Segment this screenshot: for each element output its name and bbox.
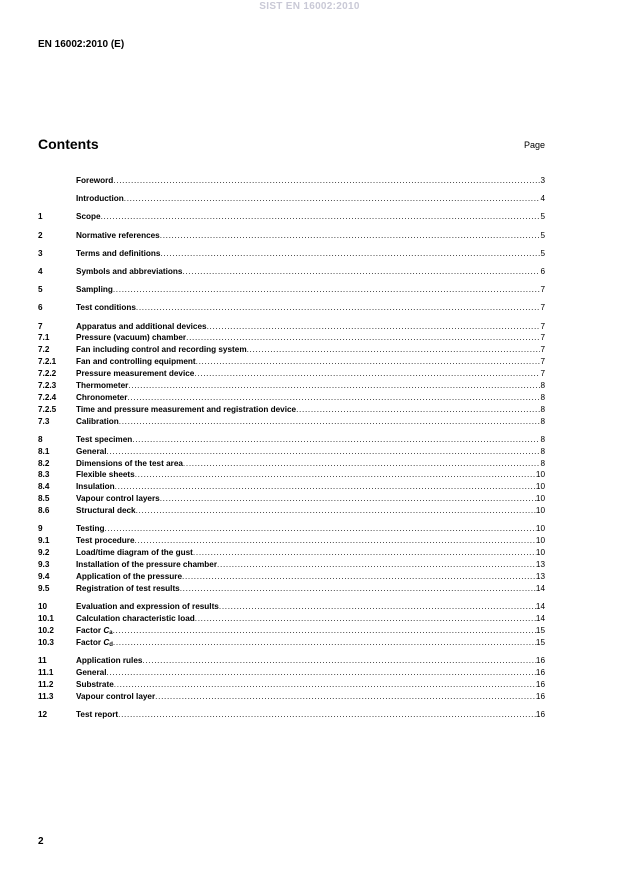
toc-entry-page: 16 — [535, 655, 545, 665]
page-column-label: Page — [523, 140, 545, 150]
toc-entry-number: 8 — [38, 434, 43, 444]
toc-entry-number: 9.3 — [38, 560, 50, 570]
toc-entry-title: Chronometer — [76, 392, 128, 402]
toc-entry-symbol: C — [103, 637, 110, 647]
toc-entry[interactable] — [38, 668, 545, 680]
toc-entry-number: 8.4 — [38, 482, 50, 492]
dot-leader — [107, 447, 541, 456]
toc-entry-title: Dimensions of the test area — [76, 458, 183, 468]
toc-entry-page: 6 — [540, 266, 545, 276]
toc-entry-page: 10 — [535, 482, 545, 492]
toc-entry-title: Test report — [76, 709, 119, 719]
toc-entry-page: 14 — [535, 583, 545, 593]
dot-leader — [113, 638, 536, 647]
dot-leader — [142, 656, 535, 665]
toc-entry-title: Symbols and abbreviations — [76, 266, 183, 276]
toc-entry-title: Introduction — [76, 194, 124, 204]
toc-entry-subscript: d — [109, 641, 113, 648]
dot-leader — [136, 303, 541, 312]
toc-entry-number: 8.3 — [38, 470, 50, 480]
toc-entry-title: Application rules — [76, 655, 143, 665]
dot-leader — [194, 369, 540, 378]
toc-entry-number: 1 — [38, 212, 43, 222]
toc-entry-number: 8.6 — [38, 506, 50, 516]
toc-entry-number: 7 — [38, 321, 43, 331]
toc-entry-title: Normative references — [76, 230, 160, 240]
toc-entry-title: Thermometer — [76, 380, 129, 390]
toc-entry-title: Load/time diagram of the gust — [76, 548, 193, 558]
dot-leader — [219, 602, 536, 611]
dot-leader — [105, 524, 536, 533]
toc-entry-title: Flexible sheets — [76, 470, 135, 480]
toc-entry-title: Substrate — [76, 679, 114, 689]
toc-entry-page: 10 — [535, 524, 545, 534]
toc-entry-page: 4 — [540, 194, 545, 204]
toc-entry-page: 7 — [540, 357, 545, 367]
toc-entry-title: Test conditions — [76, 303, 136, 313]
toc-entry-number: 7.2.4 — [38, 392, 57, 402]
toc-entry[interactable] — [38, 536, 545, 548]
toc-entry[interactable] — [38, 369, 545, 381]
toc-entry[interactable] — [38, 602, 545, 614]
toc-entry-number: 7.2 — [38, 345, 50, 355]
toc-entry[interactable] — [38, 710, 545, 722]
toc-entry-page: 7 — [540, 333, 545, 343]
toc-entry-page: 8 — [540, 380, 545, 390]
toc-entry-number: 7.2.3 — [38, 380, 57, 390]
toc-entry-page: 14 — [535, 613, 545, 623]
dot-leader — [135, 470, 536, 479]
toc-entry[interactable] — [38, 548, 545, 560]
toc-entry-number: 7.2.5 — [38, 404, 57, 414]
toc-entry-title: Scope — [76, 212, 101, 222]
toc-entry-page: 16 — [535, 679, 545, 689]
toc-entry-page: 7 — [540, 321, 545, 331]
toc-entry-title: Insulation — [76, 482, 115, 492]
toc-entry[interactable] — [38, 435, 545, 447]
toc-entry-number: 2 — [38, 230, 43, 240]
toc-entry-title: Calibration — [76, 416, 119, 426]
toc-entry-number: 11 — [38, 655, 47, 665]
toc-entry-page: 16 — [535, 709, 545, 719]
toc-entry-title: Sampling — [76, 285, 113, 295]
toc-entry-title: Fan and controlling equipment — [76, 357, 196, 367]
toc-entry[interactable] — [38, 303, 545, 315]
toc-entry-title: General — [76, 667, 107, 677]
dot-leader — [119, 417, 541, 426]
dot-leader — [113, 176, 540, 185]
toc-entry-page: 10 — [535, 470, 545, 480]
toc-entry-page: 3 — [540, 176, 545, 185]
toc-entry-title: Evaluation and expression of results — [76, 601, 219, 611]
document-id: EN 16002:2010 (E) — [38, 39, 125, 50]
toc-entry[interactable] — [38, 638, 545, 650]
toc-entry-number: 9.4 — [38, 571, 50, 581]
toc-entry-title: Vapour control layer — [76, 691, 156, 701]
toc-entry-number: 10.2 — [38, 625, 54, 635]
toc-entry-page: 5 — [540, 248, 545, 258]
toc-entry[interactable] — [38, 176, 545, 188]
dot-leader — [155, 692, 536, 701]
toc-entry-title: Test specimen — [76, 434, 133, 444]
toc-entry-title: Registration of test results — [76, 583, 180, 593]
dot-leader — [113, 626, 536, 635]
toc-entry[interactable] — [38, 405, 545, 417]
toc-entry[interactable] — [38, 506, 545, 518]
toc-entry-number: 11.1 — [38, 667, 54, 677]
toc-entry-number: 5 — [38, 285, 43, 295]
toc-entry-number: 3 — [38, 248, 43, 258]
toc-entry[interactable] — [38, 381, 545, 393]
dot-leader — [160, 494, 536, 503]
toc-entry-page: 5 — [540, 212, 545, 222]
dot-leader — [127, 393, 540, 402]
toc-entry[interactable] — [38, 524, 545, 536]
dot-leader — [115, 482, 536, 491]
toc-entry-number: 9 — [38, 524, 43, 534]
dot-leader — [135, 536, 536, 545]
toc-entry-number: 10.3 — [38, 637, 54, 647]
dot-leader — [182, 572, 536, 581]
toc-entry[interactable] — [38, 333, 545, 345]
toc-entry-number: 6 — [38, 303, 43, 313]
toc-entry-title: Pressure (vacuum) chamber — [76, 333, 187, 343]
toc-entry-page: 13 — [535, 560, 545, 570]
toc-entry[interactable] — [38, 560, 545, 572]
dot-leader — [182, 267, 540, 276]
toc-entry[interactable] — [38, 656, 545, 668]
toc-entry-title: Terms and definitions — [76, 248, 161, 258]
toc-entry-page: 8 — [540, 446, 545, 456]
toc-entry-number: 7.2.1 — [38, 357, 57, 367]
toc-entry-number: 11.3 — [38, 691, 54, 701]
toc-entry-number: 9.5 — [38, 583, 50, 593]
watermark: SIST EN 16002:2010 — [259, 1, 360, 12]
toc-entry[interactable] — [38, 494, 545, 506]
toc-entry-number: 8.2 — [38, 458, 50, 468]
toc-entry-number: 8.5 — [38, 494, 50, 504]
toc-entry[interactable] — [38, 285, 545, 297]
toc-entry-page: 7 — [540, 345, 545, 355]
toc-entry-title: Test procedure — [76, 536, 135, 546]
toc-entry-page: 7 — [540, 285, 545, 295]
toc-entry[interactable] — [38, 212, 545, 224]
toc-entry[interactable] — [38, 680, 545, 692]
dot-leader — [160, 231, 541, 240]
toc-entry-number: 8.1 — [38, 446, 50, 456]
toc-entry-page: 8 — [540, 392, 545, 402]
toc-entry-title: Application of the pressure — [76, 571, 182, 581]
toc-entry-title: Time and pressure measurement and registration device — [76, 404, 297, 414]
toc-entry-page: 15 — [535, 637, 545, 647]
toc-entry-number: 4 — [38, 266, 43, 276]
dot-leader — [247, 345, 541, 354]
toc-entry-page: 8 — [540, 434, 545, 444]
toc-entry[interactable] — [38, 231, 545, 243]
toc-entry-title: Factor Ca — [76, 625, 113, 636]
toc-entry[interactable] — [38, 249, 545, 261]
toc-entry[interactable] — [38, 614, 545, 626]
toc-entry-number: 12 — [38, 709, 48, 719]
dot-leader — [296, 405, 540, 414]
dot-leader — [101, 212, 541, 221]
toc-entry[interactable] — [38, 322, 545, 334]
toc-entry[interactable] — [38, 584, 545, 596]
toc-entry-number: 11.2 — [38, 679, 54, 689]
toc-entry[interactable] — [38, 572, 545, 584]
toc-entry-title: Installation of the pressure chamber — [76, 560, 218, 570]
dot-leader — [207, 322, 541, 331]
toc-entry-title: Fan including control and recording system — [76, 345, 247, 355]
toc-entry-page: 8 — [540, 416, 545, 426]
dot-leader — [195, 614, 536, 623]
dot-leader — [136, 506, 536, 515]
toc-entry-page: 14 — [535, 601, 545, 611]
dot-leader — [128, 381, 540, 390]
toc-entry[interactable] — [38, 626, 545, 638]
dot-leader — [124, 194, 541, 203]
dot-leader — [186, 333, 540, 342]
table-of-contents — [38, 176, 545, 722]
dot-leader — [160, 249, 540, 258]
toc-entry-number: 10.1 — [38, 613, 54, 623]
dot-leader — [107, 668, 536, 677]
toc-entry-title: Factor Cd — [76, 637, 113, 648]
toc-entry-title: Foreword — [76, 176, 114, 185]
toc-entry-page: 15 — [535, 625, 545, 635]
toc-entry-number: 7.2.2 — [38, 369, 57, 379]
toc-entry-title: Structural deck — [76, 506, 136, 516]
toc-entry-title: Testing — [76, 524, 105, 534]
toc-entry-number: 7.3 — [38, 416, 50, 426]
toc-entry-title: General — [76, 446, 107, 456]
toc-entry-number: 9.1 — [38, 536, 50, 546]
toc-entry[interactable] — [38, 393, 545, 405]
toc-entry[interactable] — [38, 417, 545, 429]
dot-leader — [132, 435, 540, 444]
contents-heading: Contents — [38, 136, 99, 152]
page-number: 2 — [38, 836, 44, 847]
toc-entry-page: 10 — [535, 548, 545, 558]
toc-entry-page: 10 — [535, 536, 545, 546]
toc-entry-title: Pressure measurement device — [76, 369, 195, 379]
toc-entry[interactable] — [38, 267, 545, 279]
toc-entry-page: 10 — [535, 506, 545, 516]
dot-leader — [193, 548, 536, 557]
dot-leader — [118, 710, 536, 719]
toc-entry-page: 5 — [540, 230, 545, 240]
toc-entry[interactable] — [38, 345, 545, 357]
toc-entry-page: 8 — [540, 404, 545, 414]
dot-leader — [114, 680, 536, 689]
toc-entry[interactable] — [38, 194, 545, 206]
toc-entry[interactable] — [38, 482, 545, 494]
toc-entry-page: 10 — [535, 494, 545, 504]
toc-entry-title: Vapour control layers — [76, 494, 160, 504]
toc-entry-page: 16 — [535, 691, 545, 701]
toc-entry[interactable] — [38, 470, 545, 482]
toc-entry-page: 7 — [540, 369, 545, 379]
toc-entry[interactable] — [38, 459, 545, 471]
toc-entry[interactable] — [38, 692, 545, 704]
toc-entry[interactable] — [38, 447, 545, 459]
toc-entry-page: 13 — [535, 571, 545, 581]
toc-entry-number: 7.1 — [38, 333, 50, 343]
toc-entry-subscript: a — [109, 629, 113, 636]
dot-leader — [113, 285, 541, 294]
dot-leader — [180, 584, 536, 593]
toc-entry-number: 9.2 — [38, 548, 50, 558]
dot-leader — [183, 459, 541, 468]
toc-entry-page: 7 — [540, 303, 545, 313]
toc-entry-page: 8 — [540, 458, 545, 468]
toc-entry[interactable] — [38, 357, 545, 369]
toc-entry-title: Calculation characteristic load — [76, 613, 195, 623]
toc-entry-page: 16 — [535, 667, 545, 677]
toc-entry-number: 10 — [38, 601, 48, 611]
toc-entry-title: Apparatus and additional devices — [76, 321, 207, 331]
dot-leader — [196, 357, 541, 366]
dot-leader — [217, 560, 536, 569]
toc-entry-symbol: C — [103, 625, 110, 635]
